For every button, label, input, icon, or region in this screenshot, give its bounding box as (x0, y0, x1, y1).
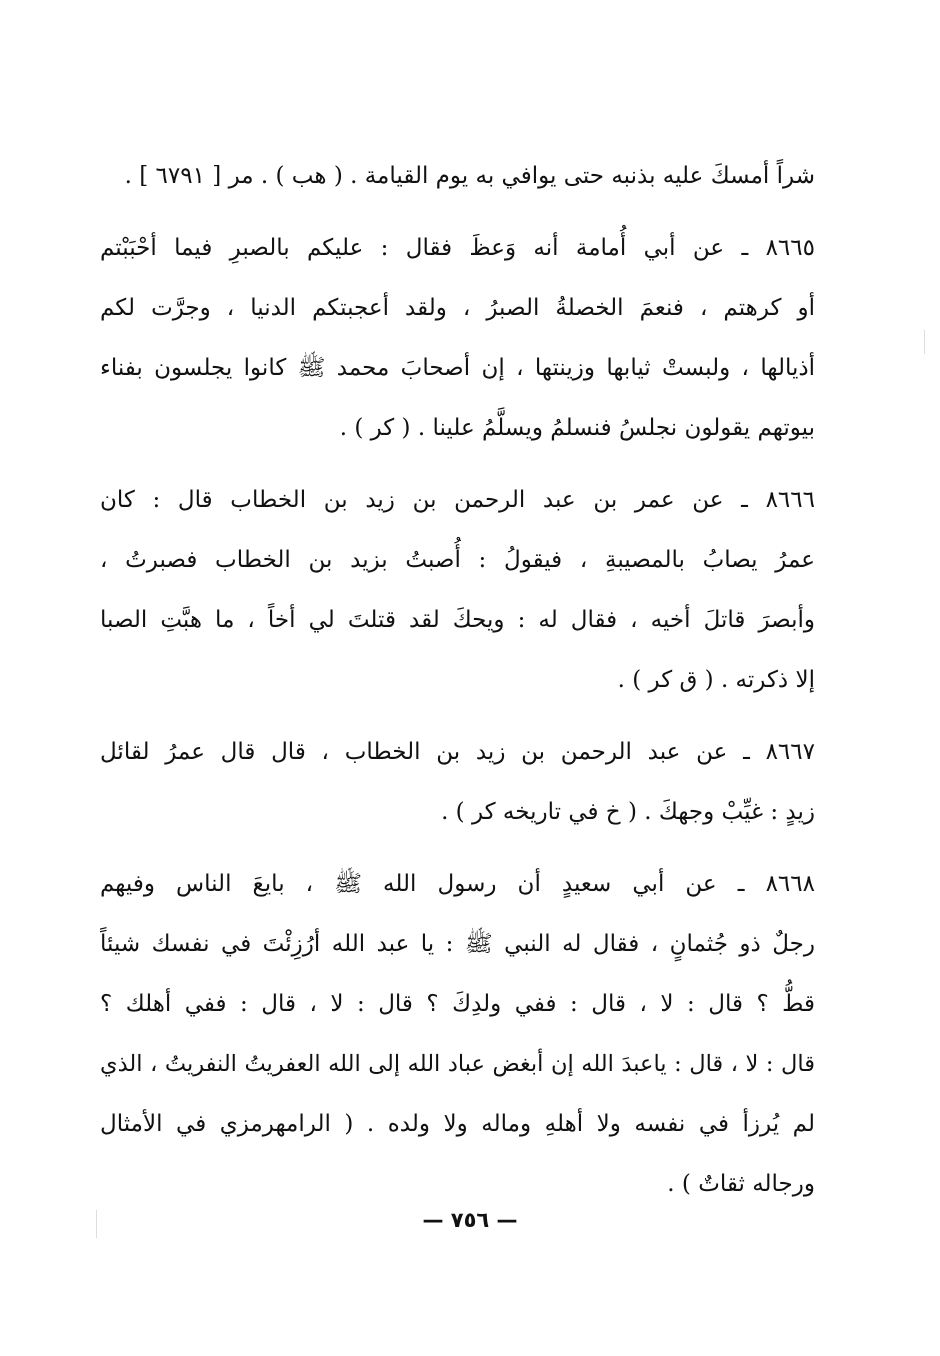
body-text (100, 146, 815, 1214)
text-line: وأبصرَ قاتلَ أخيه ، فقال له : ويحكَ لقد قتلتَ لي أخاً ، ما هبَّتِ الصبا (100, 607, 815, 633)
text-line: زيدٍ : غيِّبْ وجهكَ . ( خ في تاريخه كر ) . (441, 799, 815, 825)
text-line: شراً أمسكَ عليه بذنبه حتى يوافي به يوم القيامة . ( هب ) . مر [ ٦٧٩١ ] . (124, 163, 815, 189)
text-line: بيوتهم يقولون نجلسُ فنسلمُ ويسلَّمُ علينا . ( كر ) . (339, 415, 815, 441)
paragraph-gap (100, 710, 815, 722)
text-line: إلا ذكرته . ( ق كر ) . (617, 667, 815, 693)
hadith-8668-line-1: ٨٦٦٨ ـ عن أبي سعيدٍ أن رسول الله ﷺ ، بايعَ الناس وفيهم (100, 871, 815, 897)
hadith-8665-line-1: ٨٦٦٥ ـ عن أبي أُمامة أنه وَعظَ فقال : عليكم بالصبرِ فيما أحْبَبْتم (100, 235, 815, 261)
text-line: عمرُ يصابُ بالمصيبةِ ، فيقولُ : أُصبتُ بزيد بن الخطاب فصبرتُ ، (100, 547, 815, 573)
text-line: لم يُرزأ في نفسه ولا أهلهِ وماله ولا ولده . ( الرامهرمزي في الأمثال (100, 1111, 815, 1137)
text-line: أو كرهتم ، فنعمَ الخصلةُ الصبرُ ، ولقد أعجبتكم الدنيا ، وجرَّت لكم (100, 295, 815, 321)
text-line: أذيالها ، ولبستْ ثيابها وزينتها ، إن أصحابَ محمد ﷺ كانوا يجلسون بفناء (100, 355, 815, 381)
scan-mark (924, 330, 925, 354)
paragraph-gap (100, 842, 815, 854)
paragraph-gap (100, 458, 815, 470)
hadith-8666-line-1: ٨٦٦٦ ـ عن عمر بن عبد الرحمن بن زيد بن الخطاب قال : كان (100, 487, 815, 513)
text-line: رجلٌ ذو جُثمانٍ ، فقال له النبي ﷺ : يا عبد الله أرُزِئْتَ في نفسك شيئاً (100, 931, 815, 957)
text-line: قال : لا ، قال : ياعبدَ الله إن أبغض عباد الله إلى الله العفريتُ النفريتُ ، الذي (100, 1051, 815, 1077)
scan-mark (96, 1210, 97, 1238)
paragraph-gap (100, 206, 815, 218)
hadith-8667-line-1: ٨٦٦٧ ـ عن عبد الرحمن بن زيد بن الخطاب ، قال قال عمرُ لقائل (100, 739, 815, 765)
text-line: قطُّ ؟ قال : لا ، قال : ففي ولدِكَ ؟ قال : لا ، قال : ففي أهلك ؟ (100, 991, 815, 1017)
page-number: — ٧٥٦ — (422, 1208, 518, 1232)
text-line: ورجاله ثقاتٌ ) . (667, 1171, 815, 1197)
